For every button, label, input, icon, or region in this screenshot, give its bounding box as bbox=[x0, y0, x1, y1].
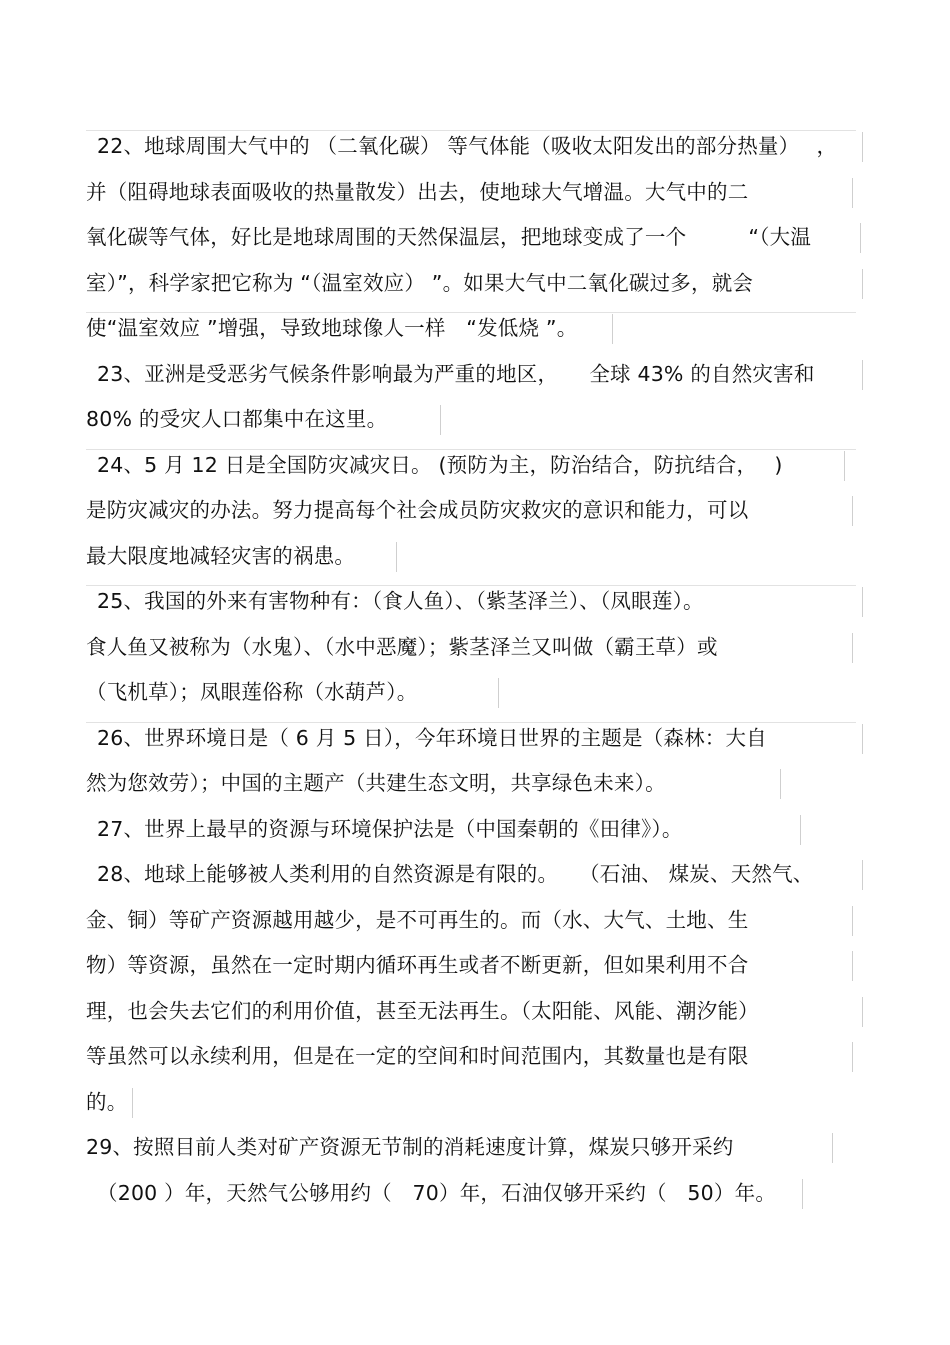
text-line bbox=[86, 1171, 866, 1217]
margin-rule bbox=[396, 542, 397, 572]
text-line bbox=[86, 989, 866, 1035]
text-line bbox=[86, 215, 866, 261]
text-line-content: 是防灾减灾的办法。努力提高每个社会成员防灾救灾的意识和能力，可以 bbox=[86, 498, 749, 522]
margin-rule bbox=[862, 724, 863, 754]
text-line bbox=[86, 306, 866, 352]
text-line-content: 25、我国的外来有害物种有：（食人鱼）、（紫茎泽兰）、（凤眼莲）。 bbox=[97, 589, 704, 613]
text-line-content: 理，也会失去它们的利用价值，甚至无法再生。（太阳能、风能、潮汐能） bbox=[86, 998, 759, 1023]
margin-rule bbox=[862, 860, 863, 890]
text-line-content: 最大限度地减轻灾害的祸患。 bbox=[86, 543, 356, 568]
text-line-content: （200 ）年，天然气公够用约（ 70）年，石油仅够开采约（ 50）年。 bbox=[97, 1180, 777, 1205]
text-line bbox=[86, 898, 866, 944]
text-line-content: 然为您效劳）；中国的主题产（共建生态文明，共享绿色未来）。 bbox=[86, 771, 666, 795]
text-line bbox=[86, 579, 866, 625]
text-line bbox=[86, 488, 866, 534]
text-line bbox=[86, 670, 866, 716]
text-line-content: （飞机草）；凤眼莲俗称（水葫芦）。 bbox=[86, 680, 418, 704]
margin-rule bbox=[860, 223, 861, 253]
text-line-content: 80% 的受灾人口都集中在这里。 bbox=[86, 407, 388, 431]
text-line bbox=[86, 761, 866, 807]
text-line bbox=[86, 124, 866, 170]
text-line bbox=[86, 443, 866, 489]
margin-rule bbox=[862, 997, 863, 1027]
margin-rule bbox=[780, 769, 781, 799]
text-line-content: 并（阻碍地球表面吸收的热量散发）出去，使地球大气增温。大气中的二 bbox=[86, 179, 749, 204]
text-line bbox=[86, 1080, 866, 1126]
text-line bbox=[86, 807, 866, 853]
text-line bbox=[86, 397, 866, 443]
margin-rule bbox=[862, 132, 863, 162]
margin-rule bbox=[862, 587, 863, 617]
text-line-content: 27、世界上最早的资源与环境保护法是（中国秦朝的《田律》）。 bbox=[97, 816, 683, 841]
margin-rule bbox=[800, 815, 801, 845]
margin-rule bbox=[612, 314, 613, 344]
margin-rule bbox=[844, 451, 845, 481]
text-line bbox=[86, 1125, 866, 1171]
text-line bbox=[86, 716, 866, 762]
text-line-content: 金、铜）等矿产资源越用越少，是不可再生的。而（水、大气、土地、生 bbox=[86, 907, 749, 932]
margin-rule bbox=[862, 360, 863, 390]
text-line-content: 室）”，科学家把它称为 “（温室效应） ”。如果大气中二氧化碳过多，就会 bbox=[86, 270, 754, 295]
document-body bbox=[86, 124, 866, 1216]
margin-rule bbox=[852, 633, 853, 663]
text-line-content: 的。 bbox=[86, 1089, 128, 1114]
margin-rule bbox=[132, 1088, 133, 1118]
text-line-content: 24、5 月 12 日是全国防灾减灾日。 (预防为主，防治结合，防抗结合， ) bbox=[97, 452, 783, 477]
margin-rule bbox=[852, 178, 853, 208]
text-line-content: 氧化碳等气体，好比是地球周围的天然保温层，把地球变成了一个 “（大温 bbox=[86, 225, 812, 249]
text-line bbox=[86, 534, 866, 580]
margin-rule bbox=[832, 1133, 833, 1163]
text-line-content: 26、世界环境日是（ 6 月 5 日），今年环境日世界的主题是（森林：大自 bbox=[97, 725, 767, 750]
margin-rule bbox=[852, 951, 853, 981]
text-line-content: 食人鱼又被称为（水鬼）、（水中恶魔）；紫茎泽兰又叫做（霸王草）或 bbox=[86, 634, 718, 659]
text-line-content: 等虽然可以永续利用，但是在一定的空间和时间范围内，其数量也是有限 bbox=[86, 1044, 749, 1068]
text-line bbox=[86, 852, 866, 898]
text-line-content: 29、按照目前人类对矿产资源无节制的消耗速度计算，煤炭只够开采约 bbox=[86, 1135, 734, 1159]
text-line bbox=[86, 625, 866, 671]
text-line bbox=[86, 1034, 866, 1080]
text-line bbox=[86, 261, 866, 307]
margin-rule bbox=[802, 1179, 803, 1209]
margin-rule bbox=[440, 405, 441, 435]
text-line-content: 使“温室效应 ”增强，导致地球像人一样 “发低烧 ”。 bbox=[86, 316, 578, 340]
margin-rule bbox=[852, 1042, 853, 1072]
text-line-content: 物）等资源，虽然在一定时期内循环再生或者不断更新，但如果利用不合 bbox=[86, 953, 749, 977]
margin-rule bbox=[852, 906, 853, 936]
text-line bbox=[86, 170, 866, 216]
margin-rule bbox=[852, 496, 853, 526]
margin-rule bbox=[862, 269, 863, 299]
text-line-content: 22、地球周围大气中的 （二氧化碳） 等气体能（吸收太阳发出的部分热量） ， bbox=[97, 134, 838, 158]
text-line-content: 28、地球上能够被人类利用的自然资源是有限的。 （石油、 煤炭、天然气、 bbox=[97, 862, 814, 886]
text-line-content: 23、亚洲是受恶劣气候条件影响最为严重的地区， 全球 43% 的自然灾害和 bbox=[97, 361, 815, 386]
margin-rule bbox=[498, 678, 499, 708]
text-line bbox=[86, 943, 866, 989]
text-line bbox=[86, 352, 866, 398]
